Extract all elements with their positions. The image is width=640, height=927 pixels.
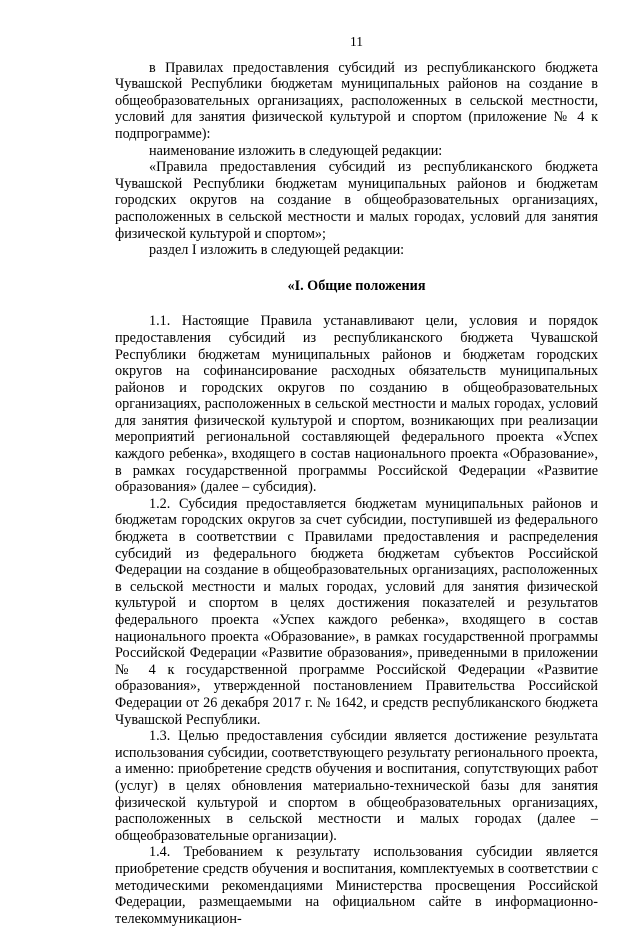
paragraph-new-title: «Правила предоставления субсидий из республиканского бюджета Чувашской Республики бюджетам муниципальных районов и бюджетам городских округов на создание в общеобразовательных организациях, расположенных в сельской местности и малых городах, условий для занятия физической культурой и спортом»; [115, 159, 598, 242]
paragraph-section-instruction: раздел I изложить в следующей редакции: [149, 242, 405, 259]
clause-1-2: 1.2. Субсидия предоставляется бюджетам муниципальных районов и бюджетам городских округов за счет субсидии, поступившей из федерального бюджета в соответствии с Правилами предоставления и распределения субсидий из федерального бюджета бюджетам субъектов Российской Федерации на создание в общеобразовательных организациях, расположенных в сельской местности и малых городах, условий для занятия физической культурой и спортом в целях достижения показателей и результатов федерального проекта «Успех каждого ребенка», входящего в состав национального проекта «Образование», в рамках государственной программы Российской Федерации «Развитие образования», приведенными в приложении № 4 к государственной программе Российской Федерации «Развитие образования», утвержденной постановлением Правительства Российской Федерации от 26 декабря 2017 г. № 1642, и средств республиканского бюджета Чувашской Республики. [115, 495, 598, 728]
clause-1-4: 1.4. Требованием к результату использования субсидии является приобретение средств обучения и воспитания, комплектуемых в соответствии с методическими рекомендациями Министерства просвещения Российской Федерации, размещаемыми на официальном сайте в информационно-телекоммуникацион- [115, 844, 598, 927]
section-heading: «I. Общие положения [287, 277, 426, 294]
page-number: 11 [350, 34, 363, 49]
clause-1-1: 1.1. Настоящие Правила устанавливают цели, условия и порядок предоставления субсидий из республиканского бюджета Чувашской Республики бюджетам муниципальных районов и бюджетам городских округов на софинансирование расходных обязательств муниципальных районов и городских округов по созданию в общеобразовательных организациях, расположенных в сельской местности и малых городах, условий для занятия физической культурой и спортом, возникающих при реализации мероприятий региональной составляющей федерального проекта «Успех каждого ребенка», входящего в состав национального проекта «Образование», в рамках государственной программы Российской Федерации «Развитие образования» (далее – субсидия). [115, 313, 598, 496]
paragraph-title-instruction: наименование изложить в следующей редакции: [149, 142, 443, 159]
clause-1-3: 1.3. Целью предоставления субсидии является достижение результата использования субсидии, соответствующего результату регионального проекта, а именно: приобретение средств обучения и воспитания, сопутствующих работ (услуг) в целях обновления материально-технической базы для занятия физической культурой и спортом в общеобразовательных организациях, расположенных в сельской местности и малых городах (далее – общеобразовательные организации). [115, 728, 598, 844]
paragraph-rules-amendment: в Правилах предоставления субсидий из республиканского бюджета Чувашской Республики бюджетам муниципальных районов на создание в общеобразовательных организациях, расположенных в сельской местности, условий для занятия физической культурой и спортом (приложение № 4 к подпрограмме): [115, 59, 598, 142]
